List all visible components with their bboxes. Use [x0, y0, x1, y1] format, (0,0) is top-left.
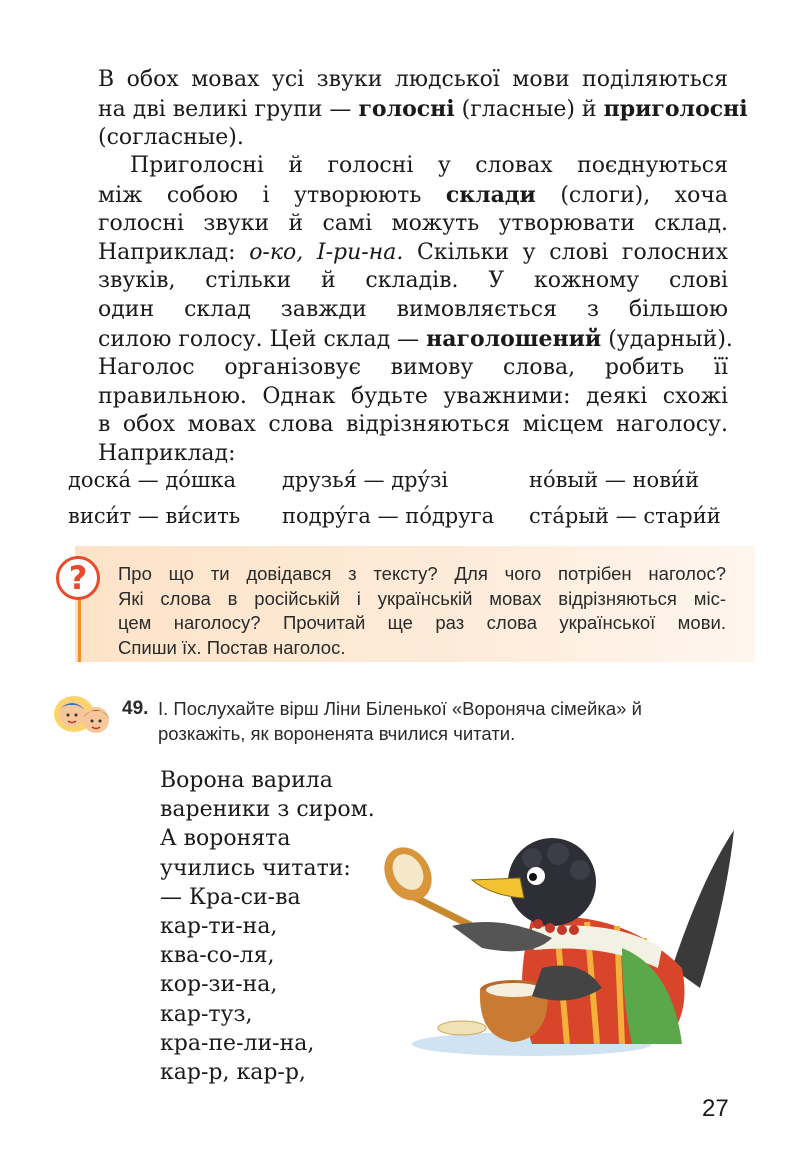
poem-line: кар-ти-на, — [160, 914, 278, 940]
example-italic: о-ко, І-ри-на. — [249, 239, 404, 265]
term-bold: приголосні — [603, 95, 748, 122]
term-bold: наголошений — [426, 325, 602, 352]
text-run: Наголос організовує вимову слова, робить її — [98, 355, 728, 381]
question-line: Які слова в російській і українській мовах відрізняються міс- — [118, 587, 726, 609]
text-line — [98, 181, 728, 211]
text-line — [98, 239, 728, 268]
poem — [160, 766, 375, 1087]
text-run: (согласные). — [98, 125, 244, 151]
question-text — [118, 562, 726, 660]
text-run: Наприклад: — [98, 239, 250, 265]
poem-line: А воронята — [160, 826, 291, 852]
text-line — [98, 267, 728, 296]
crow-illustration — [382, 818, 742, 1058]
text-run: між собою і утворюють — [98, 182, 446, 208]
text-line — [98, 152, 728, 181]
poem-line: кар-р, кар-р, — [160, 1060, 306, 1086]
question-mark-icon: ? — [56, 556, 100, 600]
text-line — [98, 411, 728, 440]
poem-line: кор-зи-на, — [160, 972, 278, 998]
text-line — [98, 124, 728, 153]
word-pair: но́вый — нови́й — [529, 468, 699, 492]
term-bold: голосні — [358, 95, 455, 122]
page-number: 27 — [702, 1095, 729, 1122]
text-run: (гласные) й — [454, 96, 604, 122]
text-run: голосні звуки й самі можуть утворювати склад. — [98, 211, 728, 237]
word-pair: доска́ — до́шка — [68, 468, 237, 492]
children-listening-icon — [52, 690, 112, 738]
poem-line: учились читати: — [160, 855, 351, 881]
text-run: силою голосу. Цей склад — — [98, 326, 427, 352]
text-run: Приголосні й голосні у словах поєднуються — [130, 153, 728, 178]
text-line — [98, 354, 728, 383]
word-pair: друзья́ — дру́зі — [282, 468, 449, 492]
text-run: Наприклад: — [98, 440, 236, 466]
poem-line: вареники з сиром. — [160, 797, 375, 823]
exercise-text — [158, 696, 738, 746]
text-line — [98, 66, 728, 95]
text-line — [98, 383, 728, 412]
word-pair: ста́рый — стари́й — [529, 504, 721, 528]
text-line — [98, 440, 728, 469]
text-run: правильною. Однак будьте уважними: деякі схожі — [98, 383, 728, 409]
text-run: Скільки у слові голосних — [403, 239, 728, 265]
paragraph-2 — [98, 152, 733, 469]
question-line: Про що ти довідався з тексту? Для чого потрібен наголос? — [118, 563, 726, 584]
text-run: звуків, стільки й складів. У кожному слові — [98, 268, 728, 294]
stress-word-pairs — [68, 468, 748, 540]
word-pair: виси́т — ви́сить — [68, 504, 241, 528]
exercise-line: І. Послухайте вірш Ліни Біленької «Вороняча сімейка» й — [158, 698, 642, 719]
poem-line: кра-пе-ли-на, — [160, 1030, 315, 1056]
exercise-line: розкажіть, як вороненята вчилися читати. — [158, 723, 516, 744]
text-run: на дві великі групи — — [98, 96, 359, 122]
exercise-number: 49. — [122, 698, 149, 719]
word-row — [68, 468, 748, 504]
text-line — [98, 296, 728, 325]
poem-line: — Кра-си-ва — [160, 884, 301, 910]
text-run: (слоги), хоча — [535, 182, 728, 208]
question-line: цем наголосу? Прочитай ще раз слова української мови. — [118, 612, 726, 633]
text-run: В обох мовах усі звуки людської мови поділяються — [98, 67, 728, 92]
word-pair: подру́га — по́друга — [282, 504, 495, 528]
question-line: Спиши їх. Постав наголос. — [118, 636, 346, 658]
text-run: в обох мовах слова відрізняються місцем наголосу. — [98, 412, 728, 438]
poem-line: кар-туз, — [160, 1001, 253, 1027]
poem-line: ква-со-ля, — [160, 943, 275, 969]
word-row — [68, 504, 748, 540]
text-run: один склад завжди вимовляється з більшою — [98, 296, 728, 322]
term-bold: склади — [445, 181, 536, 208]
text-run: (ударный). — [601, 326, 733, 352]
text-line — [98, 210, 728, 239]
paragraph-1 — [98, 66, 748, 153]
text-line — [98, 95, 748, 125]
poem-line: Ворона варила — [160, 768, 333, 793]
text-line — [98, 325, 733, 355]
